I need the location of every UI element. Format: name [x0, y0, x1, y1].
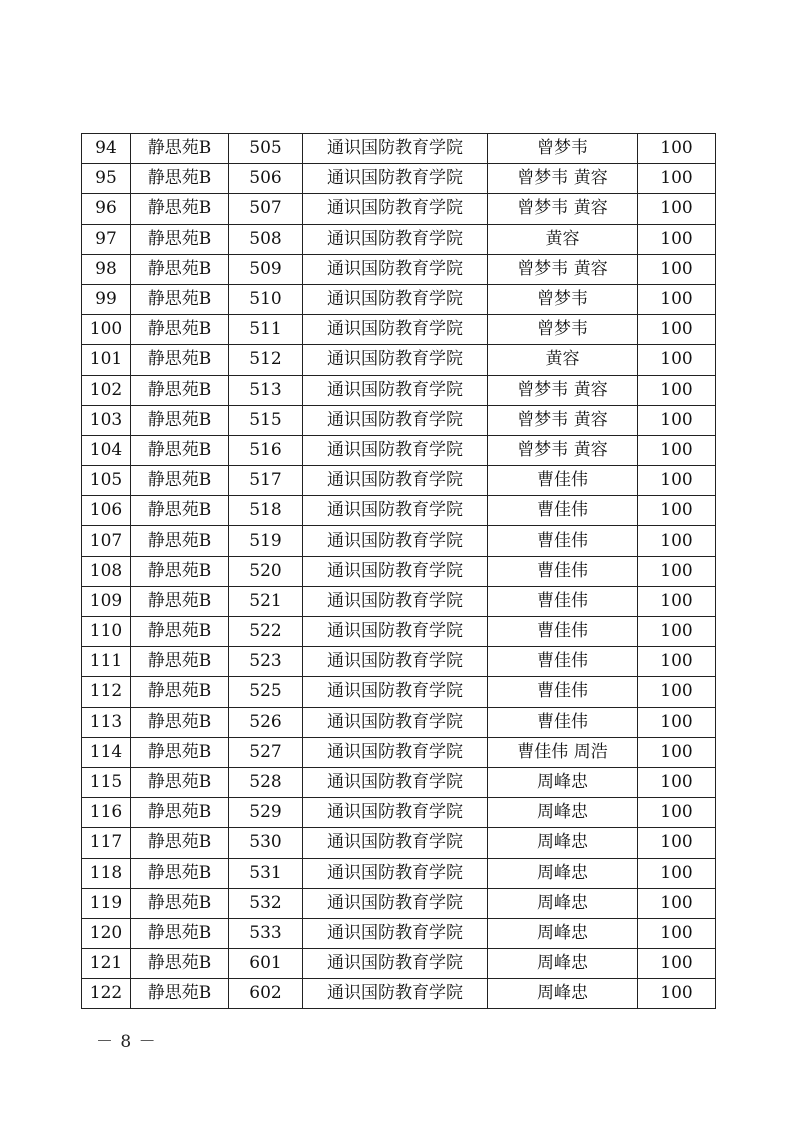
cell-room: 529 [229, 798, 303, 828]
cell-names: 曹佳伟 [488, 707, 638, 737]
cell-college: 通识国防教育学院 [303, 737, 488, 767]
cell-index: 111 [82, 647, 131, 677]
cell-building: 静思苑B [131, 284, 229, 314]
cell-college: 通识国防教育学院 [303, 224, 488, 254]
table-row [82, 435, 716, 465]
cell-college: 通识国防教育学院 [303, 556, 488, 586]
cell-college: 通识国防教育学院 [303, 164, 488, 194]
cell-college: 通识国防教育学院 [303, 194, 488, 224]
cell-names: 周峰忠 [488, 979, 638, 1009]
cell-room: 506 [229, 164, 303, 194]
cell-names: 曾梦韦 黄容 [488, 405, 638, 435]
cell-index: 103 [82, 405, 131, 435]
table-row [82, 737, 716, 767]
cell-room: 525 [229, 677, 303, 707]
cell-building: 静思苑B [131, 858, 229, 888]
cell-index: 106 [82, 496, 131, 526]
cell-names: 周峰忠 [488, 828, 638, 858]
cell-names: 曾梦韦 黄容 [488, 435, 638, 465]
cell-names: 曾梦韦 黄容 [488, 164, 638, 194]
cell-building: 静思苑B [131, 677, 229, 707]
cell-score: 100 [638, 284, 716, 314]
cell-index: 121 [82, 949, 131, 979]
cell-building: 静思苑B [131, 707, 229, 737]
cell-score: 100 [638, 677, 716, 707]
cell-index: 109 [82, 586, 131, 616]
cell-index: 94 [82, 134, 131, 164]
table-row [82, 556, 716, 586]
cell-room: 519 [229, 526, 303, 556]
cell-names: 周峰忠 [488, 858, 638, 888]
cell-score: 100 [638, 707, 716, 737]
cell-room: 505 [229, 134, 303, 164]
cell-college: 通识国防教育学院 [303, 617, 488, 647]
cell-names: 周峰忠 [488, 949, 638, 979]
cell-score: 100 [638, 224, 716, 254]
cell-score: 100 [638, 375, 716, 405]
cell-building: 静思苑B [131, 767, 229, 797]
cell-names: 曹佳伟 [488, 617, 638, 647]
table-row [82, 888, 716, 918]
table-row [82, 224, 716, 254]
cell-room: 509 [229, 254, 303, 284]
cell-room: 512 [229, 345, 303, 375]
table-row [82, 617, 716, 647]
cell-index: 119 [82, 888, 131, 918]
cell-room: 520 [229, 556, 303, 586]
cell-names: 周峰忠 [488, 767, 638, 797]
cell-score: 100 [638, 556, 716, 586]
cell-room: 521 [229, 586, 303, 616]
cell-college: 通识国防教育学院 [303, 435, 488, 465]
cell-index: 118 [82, 858, 131, 888]
cell-names: 曹佳伟 [488, 556, 638, 586]
table-row [82, 134, 716, 164]
cell-score: 100 [638, 435, 716, 465]
cell-building: 静思苑B [131, 375, 229, 405]
table-row [82, 979, 716, 1009]
table-row [82, 707, 716, 737]
cell-names: 曾梦韦 黄容 [488, 194, 638, 224]
cell-index: 99 [82, 284, 131, 314]
cell-score: 100 [638, 345, 716, 375]
cell-building: 静思苑B [131, 435, 229, 465]
cell-names: 曹佳伟 [488, 677, 638, 707]
cell-names: 周峰忠 [488, 888, 638, 918]
cell-names: 曹佳伟 [488, 466, 638, 496]
cell-building: 静思苑B [131, 888, 229, 918]
cell-index: 117 [82, 828, 131, 858]
cell-building: 静思苑B [131, 798, 229, 828]
cell-index: 96 [82, 194, 131, 224]
cell-names: 黄容 [488, 345, 638, 375]
cell-index: 116 [82, 798, 131, 828]
table-row [82, 949, 716, 979]
cell-room: 522 [229, 617, 303, 647]
cell-college: 通识国防教育学院 [303, 315, 488, 345]
table-row [82, 496, 716, 526]
cell-score: 100 [638, 496, 716, 526]
cell-score: 100 [638, 315, 716, 345]
cell-room: 513 [229, 375, 303, 405]
cell-college: 通识国防教育学院 [303, 284, 488, 314]
cell-room: 517 [229, 466, 303, 496]
cell-score: 100 [638, 254, 716, 284]
cell-index: 98 [82, 254, 131, 284]
cell-room: 602 [229, 979, 303, 1009]
cell-index: 107 [82, 526, 131, 556]
table-row [82, 586, 716, 616]
cell-building: 静思苑B [131, 647, 229, 677]
cell-index: 120 [82, 918, 131, 948]
cell-score: 100 [638, 767, 716, 797]
cell-college: 通识国防教育学院 [303, 979, 488, 1009]
table-row [82, 798, 716, 828]
table-row [82, 284, 716, 314]
cell-college: 通识国防教育学院 [303, 767, 488, 797]
cell-score: 100 [638, 617, 716, 647]
table-row [82, 194, 716, 224]
table-row [82, 315, 716, 345]
cell-room: 510 [229, 284, 303, 314]
cell-score: 100 [638, 194, 716, 224]
cell-college: 通识国防教育学院 [303, 586, 488, 616]
table-row [82, 466, 716, 496]
cell-building: 静思苑B [131, 466, 229, 496]
cell-room: 528 [229, 767, 303, 797]
cell-score: 100 [638, 888, 716, 918]
cell-college: 通识国防教育学院 [303, 918, 488, 948]
table-row [82, 647, 716, 677]
cell-room: 532 [229, 888, 303, 918]
cell-index: 105 [82, 466, 131, 496]
cell-building: 静思苑B [131, 224, 229, 254]
cell-score: 100 [638, 828, 716, 858]
cell-building: 静思苑B [131, 556, 229, 586]
cell-room: 508 [229, 224, 303, 254]
cell-index: 100 [82, 315, 131, 345]
cell-score: 100 [638, 918, 716, 948]
cell-building: 静思苑B [131, 254, 229, 284]
table-row [82, 858, 716, 888]
cell-names: 周峰忠 [488, 798, 638, 828]
cell-college: 通识国防教育学院 [303, 888, 488, 918]
table-row [82, 526, 716, 556]
cell-college: 通识国防教育学院 [303, 466, 488, 496]
cell-college: 通识国防教育学院 [303, 254, 488, 284]
cell-building: 静思苑B [131, 405, 229, 435]
cell-names: 黄容 [488, 224, 638, 254]
table-row [82, 767, 716, 797]
cell-score: 100 [638, 164, 716, 194]
cell-names: 曾梦韦 黄容 [488, 254, 638, 284]
cell-college: 通识国防教育学院 [303, 798, 488, 828]
cell-names: 曹佳伟 [488, 586, 638, 616]
dormitory-score-table [81, 133, 716, 1009]
cell-room: 516 [229, 435, 303, 465]
table-row [82, 254, 716, 284]
cell-room: 526 [229, 707, 303, 737]
cell-score: 100 [638, 526, 716, 556]
cell-names: 曾梦韦 黄容 [488, 375, 638, 405]
cell-building: 静思苑B [131, 949, 229, 979]
cell-room: 515 [229, 405, 303, 435]
cell-score: 100 [638, 647, 716, 677]
cell-score: 100 [638, 798, 716, 828]
cell-college: 通识国防教育学院 [303, 828, 488, 858]
cell-room: 527 [229, 737, 303, 767]
cell-room: 507 [229, 194, 303, 224]
cell-college: 通识国防教育学院 [303, 707, 488, 737]
cell-index: 110 [82, 617, 131, 647]
cell-score: 100 [638, 586, 716, 616]
cell-index: 95 [82, 164, 131, 194]
cell-score: 100 [638, 858, 716, 888]
cell-room: 533 [229, 918, 303, 948]
cell-college: 通识国防教育学院 [303, 647, 488, 677]
cell-index: 97 [82, 224, 131, 254]
table-row [82, 345, 716, 375]
cell-building: 静思苑B [131, 737, 229, 767]
cell-building: 静思苑B [131, 134, 229, 164]
cell-score: 100 [638, 737, 716, 767]
table-row [82, 677, 716, 707]
cell-college: 通识国防教育学院 [303, 677, 488, 707]
cell-building: 静思苑B [131, 194, 229, 224]
cell-college: 通识国防教育学院 [303, 526, 488, 556]
cell-names: 曹佳伟 [488, 496, 638, 526]
cell-room: 530 [229, 828, 303, 858]
cell-college: 通识国防教育学院 [303, 375, 488, 405]
cell-index: 108 [82, 556, 131, 586]
table-row [82, 918, 716, 948]
cell-college: 通识国防教育学院 [303, 405, 488, 435]
cell-index: 113 [82, 707, 131, 737]
cell-building: 静思苑B [131, 617, 229, 647]
cell-room: 518 [229, 496, 303, 526]
cell-index: 104 [82, 435, 131, 465]
cell-college: 通识国防教育学院 [303, 949, 488, 979]
cell-building: 静思苑B [131, 526, 229, 556]
cell-index: 122 [82, 979, 131, 1009]
cell-college: 通识国防教育学院 [303, 345, 488, 375]
table-row [82, 164, 716, 194]
cell-college: 通识国防教育学院 [303, 134, 488, 164]
cell-room: 601 [229, 949, 303, 979]
table-row [82, 375, 716, 405]
cell-building: 静思苑B [131, 828, 229, 858]
cell-index: 102 [82, 375, 131, 405]
cell-index: 114 [82, 737, 131, 767]
table-body [82, 134, 716, 1009]
cell-names: 曹佳伟 [488, 647, 638, 677]
cell-index: 112 [82, 677, 131, 707]
cell-names: 曹佳伟 [488, 526, 638, 556]
cell-score: 100 [638, 979, 716, 1009]
cell-names: 曾梦韦 [488, 315, 638, 345]
cell-college: 通识国防教育学院 [303, 858, 488, 888]
cell-names: 曹佳伟 周浩 [488, 737, 638, 767]
cell-building: 静思苑B [131, 586, 229, 616]
cell-room: 511 [229, 315, 303, 345]
cell-room: 531 [229, 858, 303, 888]
cell-building: 静思苑B [131, 979, 229, 1009]
cell-score: 100 [638, 405, 716, 435]
cell-names: 周峰忠 [488, 918, 638, 948]
cell-score: 100 [638, 949, 716, 979]
cell-score: 100 [638, 466, 716, 496]
page-number: － 8 － [96, 1032, 157, 1052]
table-row [82, 828, 716, 858]
table-row [82, 405, 716, 435]
cell-index: 115 [82, 767, 131, 797]
cell-names: 曾梦韦 [488, 134, 638, 164]
cell-score: 100 [638, 134, 716, 164]
cell-names: 曾梦韦 [488, 284, 638, 314]
cell-room: 523 [229, 647, 303, 677]
cell-building: 静思苑B [131, 164, 229, 194]
cell-building: 静思苑B [131, 496, 229, 526]
cell-index: 101 [82, 345, 131, 375]
cell-building: 静思苑B [131, 345, 229, 375]
cell-building: 静思苑B [131, 918, 229, 948]
cell-college: 通识国防教育学院 [303, 496, 488, 526]
cell-building: 静思苑B [131, 315, 229, 345]
